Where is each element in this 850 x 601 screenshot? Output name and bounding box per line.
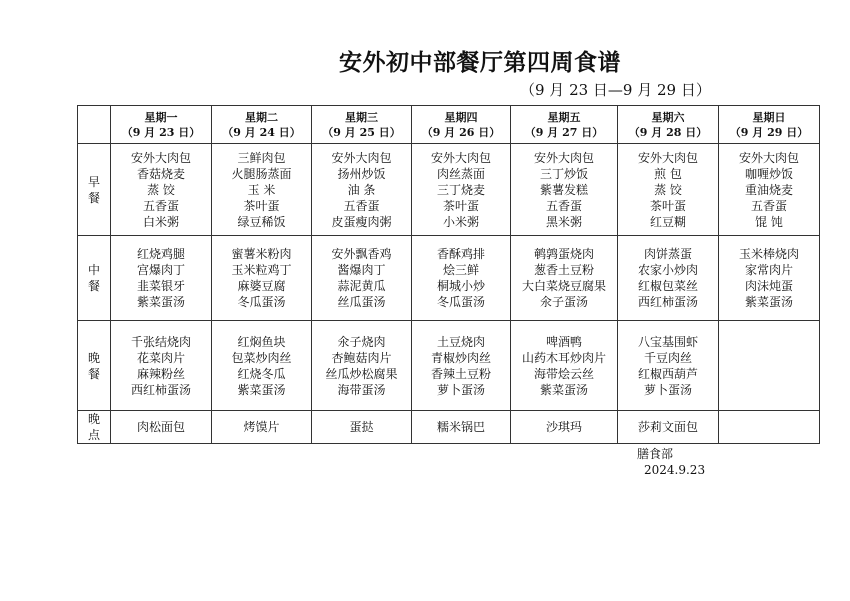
- dish-item: 紫菜蛋汤: [539, 382, 588, 397]
- dish-item: 冬瓜蛋汤: [237, 295, 286, 309]
- menu-cell: [111, 321, 212, 411]
- day-header: [618, 106, 719, 144]
- menu-cell: [618, 144, 719, 236]
- dish-item: 安外飘香鸡: [331, 247, 392, 261]
- menu-cell: [618, 236, 719, 321]
- dish-item: 油 条: [347, 182, 376, 197]
- dish-item: 茶叶蛋: [442, 198, 479, 213]
- meal-label-char: 晚: [87, 412, 100, 426]
- dish-item: 安外大肉包: [331, 150, 392, 165]
- dish-item: 葱香土豆粉: [533, 263, 594, 277]
- day-date: （9 月 29 日）: [729, 125, 809, 139]
- menu-cell: [212, 411, 312, 444]
- dish-item: 火腿肠蒸面: [231, 166, 292, 181]
- meal-row: [78, 411, 820, 444]
- menu-cell: [312, 411, 412, 444]
- dish-item: 蛋挞: [349, 420, 374, 434]
- dish-item: 丝瓜炒松腐果: [325, 366, 398, 381]
- dish-item: 西红柿蛋汤: [637, 295, 698, 309]
- meal-label: [78, 411, 111, 444]
- dish-item: 红椒西葫芦: [637, 366, 698, 381]
- menu-cell: [511, 236, 618, 321]
- corner-cell: [78, 106, 111, 144]
- day-date: （9 月 23 日）: [121, 125, 201, 139]
- dish-item: 桐城小炒: [436, 279, 485, 293]
- dish-item: 西红柿蛋汤: [130, 382, 191, 397]
- day-header: [719, 106, 820, 144]
- dish-item: 白米粥: [142, 214, 179, 229]
- dish-item: 烤馍片: [243, 420, 280, 434]
- dish-item: 千张结烧肉: [130, 334, 191, 349]
- day-name: 星期二: [245, 110, 278, 124]
- dish-item: 五香蛋: [142, 198, 179, 213]
- dish-item: 蜜薯米粉肉: [231, 247, 292, 261]
- dish-item: 啤酒鸭: [545, 334, 582, 349]
- menu-cell: [412, 236, 511, 321]
- dish-item: 土豆烧肉: [436, 334, 485, 349]
- day-header: [111, 106, 212, 144]
- dish-item: 蒸 饺: [147, 182, 175, 197]
- menu-title: 安外初中部餐厅第四周食谱: [339, 49, 621, 76]
- dish-item: 萝卜蛋汤: [643, 382, 692, 397]
- dish-item: 麻婆豆腐: [237, 279, 286, 293]
- dish-item: 紫菜蛋汤: [744, 295, 793, 309]
- menu-cell: [511, 321, 618, 411]
- menu-cell: [212, 236, 312, 321]
- menu-cell: [618, 411, 719, 444]
- dish-item: 冬瓜蛋汤: [436, 295, 485, 309]
- dish-item: 包菜炒肉丝: [231, 350, 292, 365]
- day-date: （9 月 25 日）: [322, 125, 401, 139]
- weekly-menu-table: [77, 105, 820, 444]
- meal-label-char: 点: [87, 428, 100, 442]
- dish-item: 萝卜蛋汤: [436, 382, 485, 397]
- meal-label-char: 中: [87, 263, 100, 277]
- dish-item: 红烧冬瓜: [237, 366, 286, 381]
- dish-item: 千豆肉丝: [643, 350, 692, 365]
- dish-item: 丝瓜蛋汤: [337, 295, 386, 309]
- meal-label: [78, 236, 111, 321]
- dish-item: 海带烩云丝: [533, 366, 594, 381]
- dish-item: 蒜泥黄瓜: [337, 279, 386, 293]
- menu-cell: [511, 144, 618, 236]
- day-name: 星期六: [651, 110, 685, 124]
- dish-item: 三鲜肉包: [237, 150, 286, 165]
- dish-item: 花菜肉片: [136, 350, 185, 365]
- dish-item: 绿豆稀饭: [237, 214, 286, 229]
- menu-cell: [719, 236, 820, 321]
- day-name: 星期三: [345, 110, 378, 124]
- dish-item: 氽子蛋汤: [539, 295, 588, 309]
- menu-cell: [312, 144, 412, 236]
- day-date: （9 月 28 日）: [628, 125, 708, 139]
- meal-row: [78, 144, 820, 236]
- dish-item: 紫菜蛋汤: [237, 382, 286, 397]
- dish-item: 紫薯发糕: [539, 182, 588, 197]
- dish-item: 红焖鱼块: [237, 334, 286, 349]
- date-range: （9 月 23 日—9 月 29 日）: [520, 81, 711, 99]
- dish-item: 咖喱炒饭: [744, 166, 793, 181]
- dish-item: 安外大肉包: [637, 150, 698, 165]
- dish-item: 煎 包: [654, 166, 682, 181]
- menu-cell: [719, 321, 820, 411]
- dish-item: 馄 饨: [755, 214, 783, 229]
- menu-cell: [412, 411, 511, 444]
- dish-item: 茶叶蛋: [243, 198, 280, 213]
- menu-cell: [511, 411, 618, 444]
- menu-cell: [312, 321, 412, 411]
- dish-item: 沙琪玛: [545, 420, 582, 434]
- dish-item: 鹌鹑蛋烧肉: [533, 247, 594, 261]
- dish-item: 宫爆肉丁: [136, 263, 185, 277]
- dish-item: 韭菜银牙: [136, 279, 185, 293]
- meal-label-char: 晚: [87, 350, 100, 365]
- menu-cell: [212, 144, 312, 236]
- dish-item: 五香蛋: [343, 198, 380, 213]
- dish-item: 安外大肉包: [130, 150, 191, 165]
- footer-date: 2024.9.23: [644, 463, 706, 477]
- dish-item: 安外大肉包: [533, 150, 594, 165]
- dish-item: 烩三鲜: [442, 263, 479, 277]
- menu-cell: [719, 411, 820, 444]
- menu-cell: [111, 236, 212, 321]
- day-date: （9 月 24 日）: [222, 125, 301, 139]
- menu-cell: [111, 411, 212, 444]
- menu-cell: [412, 144, 511, 236]
- dish-item: 三丁烧麦: [436, 182, 485, 197]
- dish-item: 肉沫炖蛋: [744, 279, 793, 293]
- day-date: （9 月 27 日）: [524, 125, 604, 139]
- dish-item: 家常肉片: [744, 263, 793, 277]
- dish-item: 皮蛋瘦肉粥: [331, 214, 392, 229]
- dish-item: 五香蛋: [545, 198, 582, 213]
- meal-label: [78, 144, 111, 236]
- menu-cell: [212, 321, 312, 411]
- meal-row: [78, 321, 820, 411]
- dish-item: 香辣土豆粉: [430, 366, 491, 381]
- day-date: （9 月 26 日）: [421, 125, 501, 139]
- dish-item: 三丁炒饭: [539, 166, 588, 181]
- dish-item: 糯米锅巴: [436, 420, 485, 434]
- dish-item: 香酥鸡排: [436, 247, 485, 261]
- dish-item: 八宝基围虾: [637, 334, 698, 349]
- meal-label: [78, 321, 111, 411]
- dish-item: 大白菜烧豆腐果: [521, 279, 606, 293]
- dish-item: 红豆糊: [649, 214, 686, 229]
- dish-item: 安外大肉包: [738, 150, 799, 165]
- day-name: 星期四: [444, 110, 478, 124]
- dish-item: 玉米棒烧肉: [738, 247, 799, 261]
- dish-item: 麻辣粉丝: [136, 366, 185, 381]
- dish-item: 红烧鸡腿: [136, 247, 185, 261]
- dish-item: 杏鲍菇肉片: [331, 350, 392, 365]
- menu-cell: [719, 144, 820, 236]
- meal-label-char: 餐: [87, 190, 100, 205]
- menu-cell: [111, 144, 212, 236]
- day-header: [212, 106, 312, 144]
- dish-item: 小米粥: [442, 214, 479, 229]
- menu-cell: [618, 321, 719, 411]
- dish-item: 玉米粒鸡丁: [231, 263, 292, 277]
- meal-label-char: 早: [87, 174, 100, 189]
- meal-row: [78, 236, 820, 321]
- header-row: [78, 106, 820, 144]
- dish-item: 蒸 饺: [654, 182, 682, 197]
- dish-item: 山药木耳炒肉片: [521, 350, 606, 365]
- menu-cell: [312, 236, 412, 321]
- meal-label-char: 餐: [87, 279, 100, 293]
- dish-item: 肉松面包: [136, 420, 185, 434]
- day-name: 星期五: [547, 110, 581, 124]
- menu-cell: [412, 321, 511, 411]
- footer-department: 膳食部: [637, 447, 674, 461]
- day-header: [412, 106, 511, 144]
- dish-item: 五香蛋: [750, 198, 787, 213]
- day-name: 星期一: [144, 110, 178, 124]
- day-header: [312, 106, 412, 144]
- dish-item: 扬州炒饭: [337, 166, 386, 181]
- dish-item: 青椒炒肉丝: [430, 350, 491, 365]
- dish-item: 海带蛋汤: [337, 382, 386, 397]
- dish-item: 紫菜蛋汤: [136, 295, 185, 309]
- dish-item: 玉 米: [247, 182, 276, 197]
- dish-item: 安外大肉包: [430, 150, 491, 165]
- dish-item: 茶叶蛋: [649, 198, 686, 213]
- dish-item: 农家小炒肉: [637, 263, 698, 277]
- dish-item: 香菇烧麦: [136, 166, 185, 181]
- dish-item: 氽子烧肉: [337, 334, 386, 349]
- dish-item: 肉饼蒸蛋: [643, 247, 692, 261]
- dish-item: 黑米粥: [545, 214, 582, 229]
- dish-item: 肉丝蒸面: [436, 166, 485, 181]
- day-name: 星期日: [752, 110, 786, 124]
- meal-label-char: 餐: [87, 366, 100, 381]
- dish-item: 莎莉文面包: [637, 420, 698, 434]
- dish-item: 红椒包菜丝: [637, 279, 698, 293]
- dish-item: 酱爆肉丁: [337, 263, 386, 277]
- day-header: [511, 106, 618, 144]
- dish-item: 重油烧麦: [744, 182, 793, 197]
